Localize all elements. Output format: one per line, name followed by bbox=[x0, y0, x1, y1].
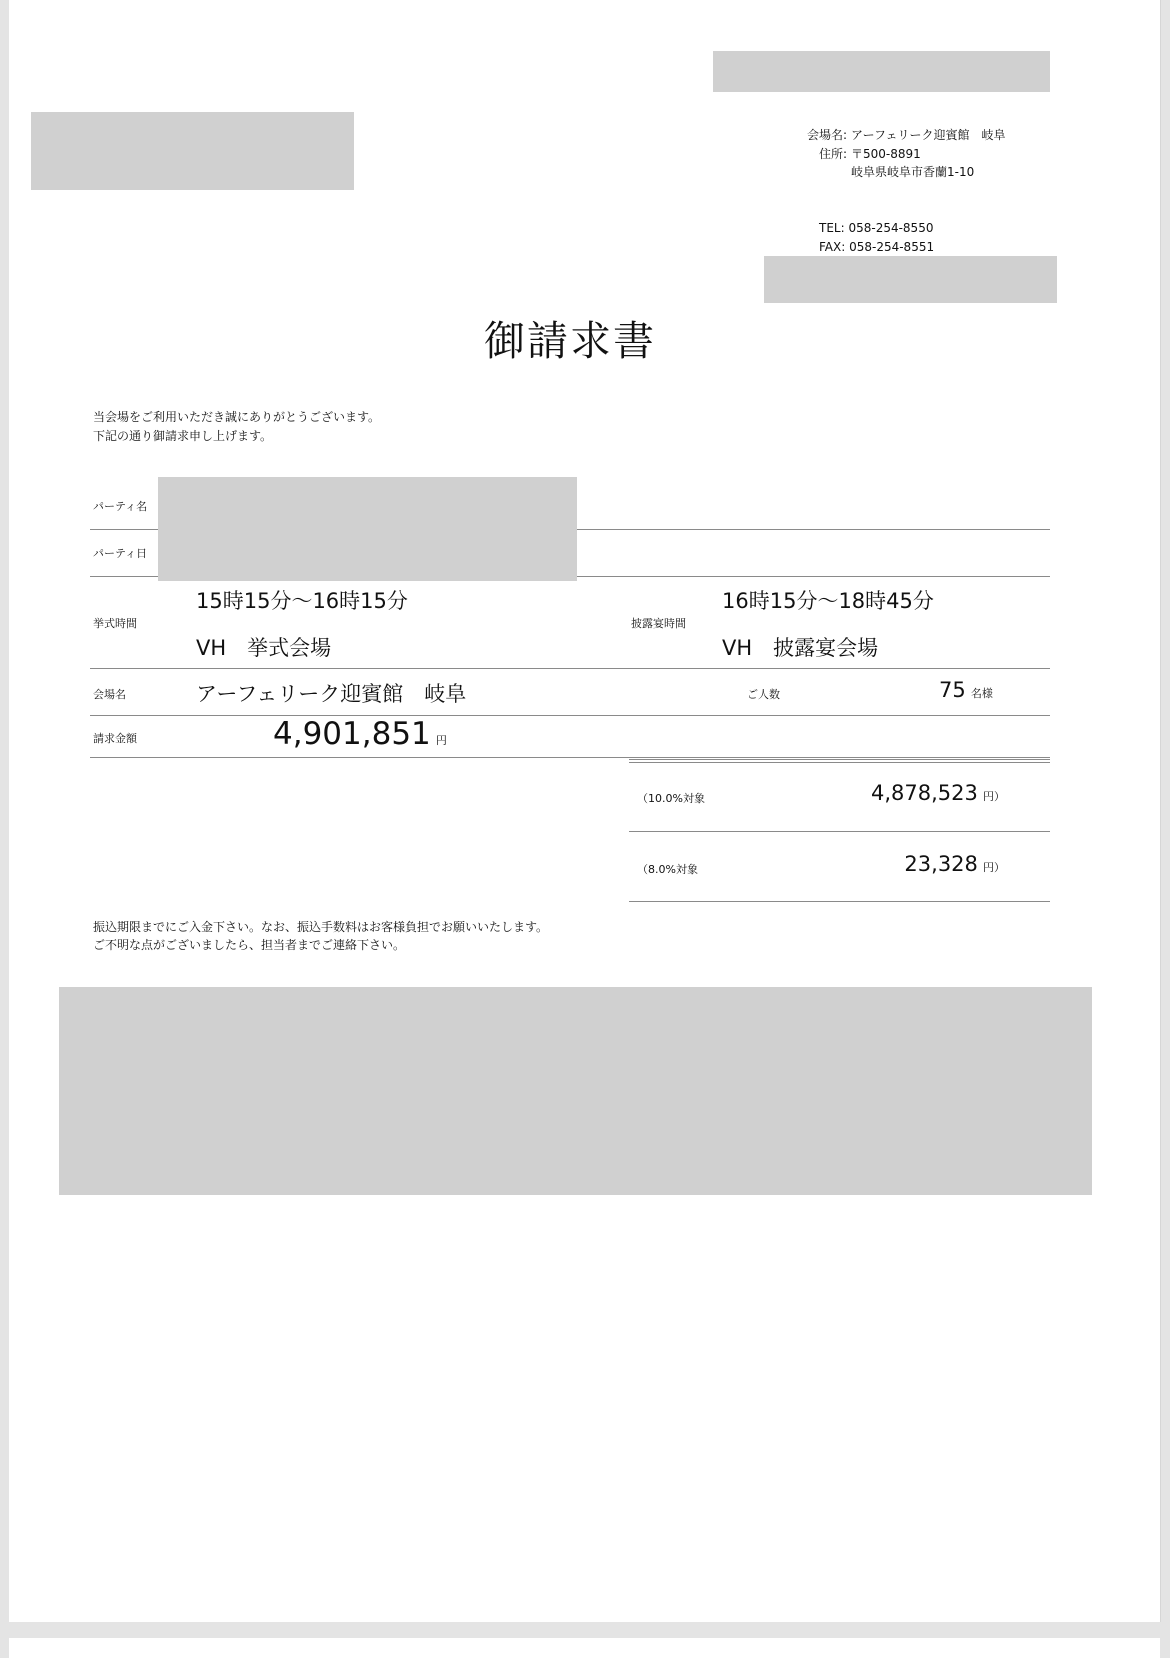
divider bbox=[629, 762, 1050, 763]
reception-time-label: 披露宴時間 bbox=[631, 617, 686, 630]
guest-count-value: 75 bbox=[939, 678, 966, 702]
amount bbox=[273, 716, 447, 752]
divider bbox=[90, 668, 1050, 669]
intro-line-1: 当会場をご利用いただき誠にありがとうございます。 bbox=[93, 410, 381, 424]
tax-10-label: （10.0%対象 bbox=[637, 792, 705, 805]
redacted-block-bank-info bbox=[59, 987, 1092, 1195]
tel-number: TEL: 058-254-8550 bbox=[819, 221, 934, 235]
divider bbox=[629, 759, 1050, 760]
amount-unit: 円 bbox=[435, 734, 447, 747]
notes-line-1: 振込期限までにご入金下さい。なお、振込手数料はお客様負担でお願いいたします。 bbox=[93, 920, 549, 934]
venue-name-label: 会場名: bbox=[806, 128, 847, 142]
divider bbox=[629, 901, 1050, 902]
guest-count-unit: 名様 bbox=[970, 687, 993, 700]
party-name-label: パーティ名 bbox=[93, 500, 148, 513]
party-date-label: パーティ日 bbox=[93, 547, 148, 560]
reception-time-value: 16時15分～18時45分 bbox=[722, 589, 934, 613]
redacted-block-stamp bbox=[764, 256, 1057, 303]
fax-number: FAX: 058-254-8551 bbox=[819, 240, 935, 254]
redacted-block-top-right bbox=[713, 51, 1050, 92]
guest-count-label: ご人数 bbox=[747, 688, 780, 701]
venue-label: 会場名 bbox=[93, 688, 126, 701]
amount-label: 請求金額 bbox=[93, 732, 137, 745]
amount-value: 4,901,851 bbox=[273, 716, 431, 752]
tax-10 bbox=[859, 781, 1005, 805]
tax-8-value: 23,328 bbox=[904, 852, 978, 876]
redacted-party-info bbox=[158, 477, 577, 581]
divider bbox=[90, 715, 1050, 716]
tax-8-unit: 円） bbox=[983, 861, 1005, 874]
address-label: 住所: bbox=[818, 147, 847, 161]
postal-code: 〒500-8891 bbox=[851, 147, 921, 161]
guest-count bbox=[939, 678, 993, 702]
reception-venue-value: VH 披露宴会場 bbox=[722, 636, 879, 660]
tax-8 bbox=[859, 852, 1005, 876]
page-title: 御請求書 bbox=[484, 317, 656, 365]
redacted-block-recipient bbox=[31, 112, 354, 190]
venue-value: アーフェリーク迎賓館 岐阜 bbox=[196, 682, 467, 706]
divider bbox=[90, 757, 1050, 758]
notes-line-2: ご不明な点がございましたら、担当者までご連絡下さい。 bbox=[93, 938, 406, 952]
tax-10-unit: 円） bbox=[983, 790, 1005, 803]
intro-line-2: 下記の通り御請求申し上げます。 bbox=[93, 429, 273, 443]
ceremony-venue-value: VH 挙式会場 bbox=[196, 636, 332, 660]
ceremony-time-value: 15時15分～16時15分 bbox=[196, 589, 408, 613]
invoice-page bbox=[9, 0, 1161, 1622]
tax-10-value: 4,878,523 bbox=[871, 781, 978, 805]
tax-8-label: （8.0%対象 bbox=[637, 863, 698, 876]
address-value: 岐阜県岐阜市香蘭1-10 bbox=[851, 165, 975, 179]
divider bbox=[629, 831, 1050, 832]
ceremony-time-label: 挙式時間 bbox=[93, 617, 137, 630]
venue-name-value: アーフェリーク迎賓館 岐阜 bbox=[851, 128, 1006, 142]
next-page-edge bbox=[9, 1638, 1160, 1658]
